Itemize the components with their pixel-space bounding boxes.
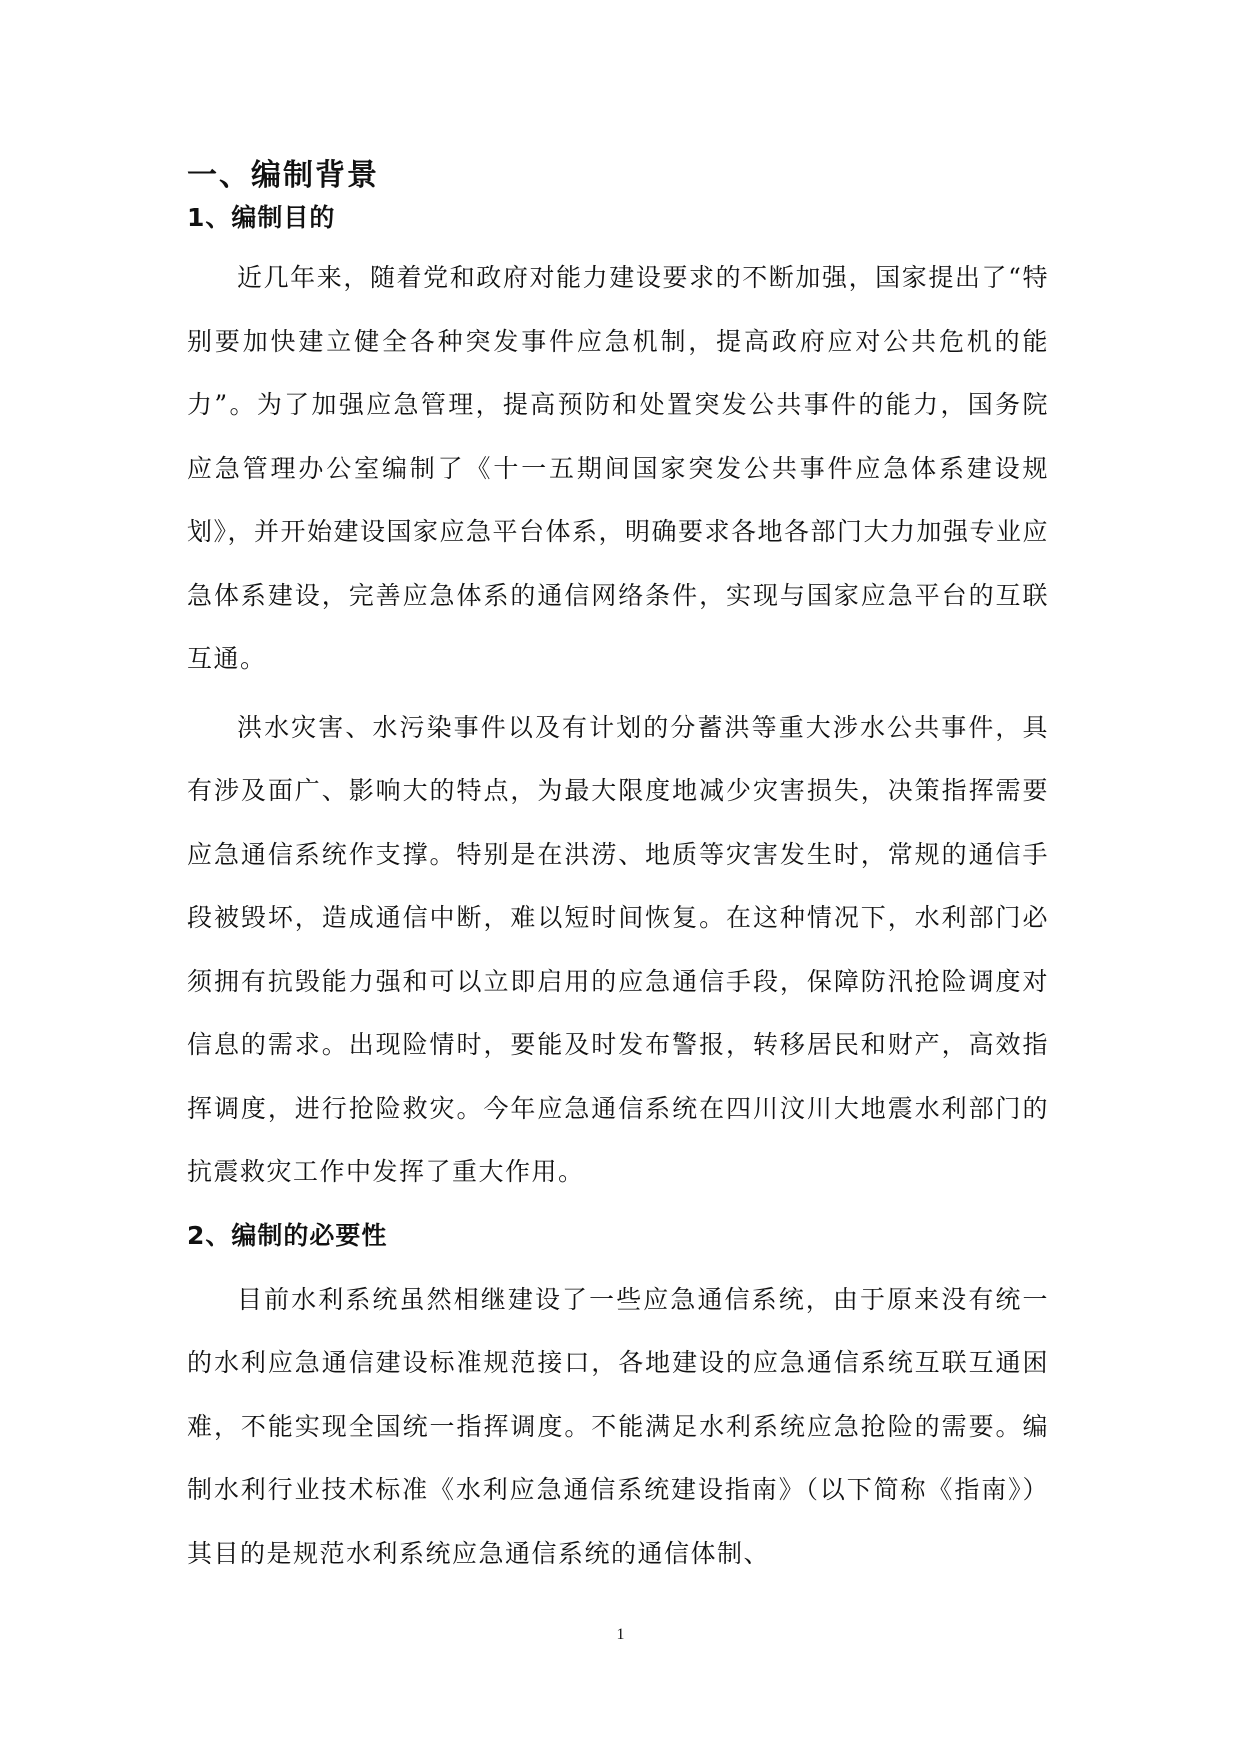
chapter-heading: 一、编制背景 bbox=[187, 158, 379, 193]
section-heading-necessity: 2、编制的必要性 bbox=[187, 1220, 388, 1250]
section-heading-purpose: 1、编制目的 bbox=[187, 203, 336, 232]
document-body bbox=[187, 154, 1049, 1585]
paragraph: 近几年来，随着党和政府对能力建设要求的不断加强，国家提出了“特别要加快建立健全各种突发事件应急机制，提高政府应对公共危机的能力”。为了加强应急管理，提高预防和处置突发公共事件的能力，国务院应急管理办公室编制了《十一五期间国家突发公共事件应急体系建设规划》，并开始建设国家应急平台体系，明确要求各地各部门大力加强专业应急体系建设，完善应急体系的通信网络条件，实现与国家应急平台的互联互通。 bbox=[187, 263, 1050, 673]
paragraph: 目前水利系统虽然相继建设了一些应急通信系统，由于原来没有统一的水利应急通信建设标准规范接口，各地建设的应急通信系统互联互通困难，不能实现全国统一指挥调度。不能满足水利系统应急抢险的需要。编制水利行业技术标准《水利应急通信系统建设指南》（以下简称《指南》）其目的是规范水利系统应急通信系统的通信体制、 bbox=[187, 1284, 1049, 1568]
page-number: 1 bbox=[616, 1626, 625, 1643]
paragraph: 洪水灾害、水污染事件以及有计划的分蓄洪等重大涉水公共事件，具有涉及面广、影响大的特点，为最大限度地减少灾害损失，决策指挥需要应急通信系统作支撑。特别是在洪涝、地质等灾害发生时，常规的通信手段被毁坏，造成通信中断，难以短时间恢复。在这种情况下，水利部门必须拥有抗毁能力强和可以立即启用的应急通信手段，保障防汛抢险调度对信息的需求。出现险情时，要能及时发布警报，转移居民和财产，高效指挥调度，进行抢险救灾。今年应急通信系统在四川汶川大地震水利部门的抗震救灾工作中发挥了重大作用。 bbox=[187, 712, 1049, 1186]
